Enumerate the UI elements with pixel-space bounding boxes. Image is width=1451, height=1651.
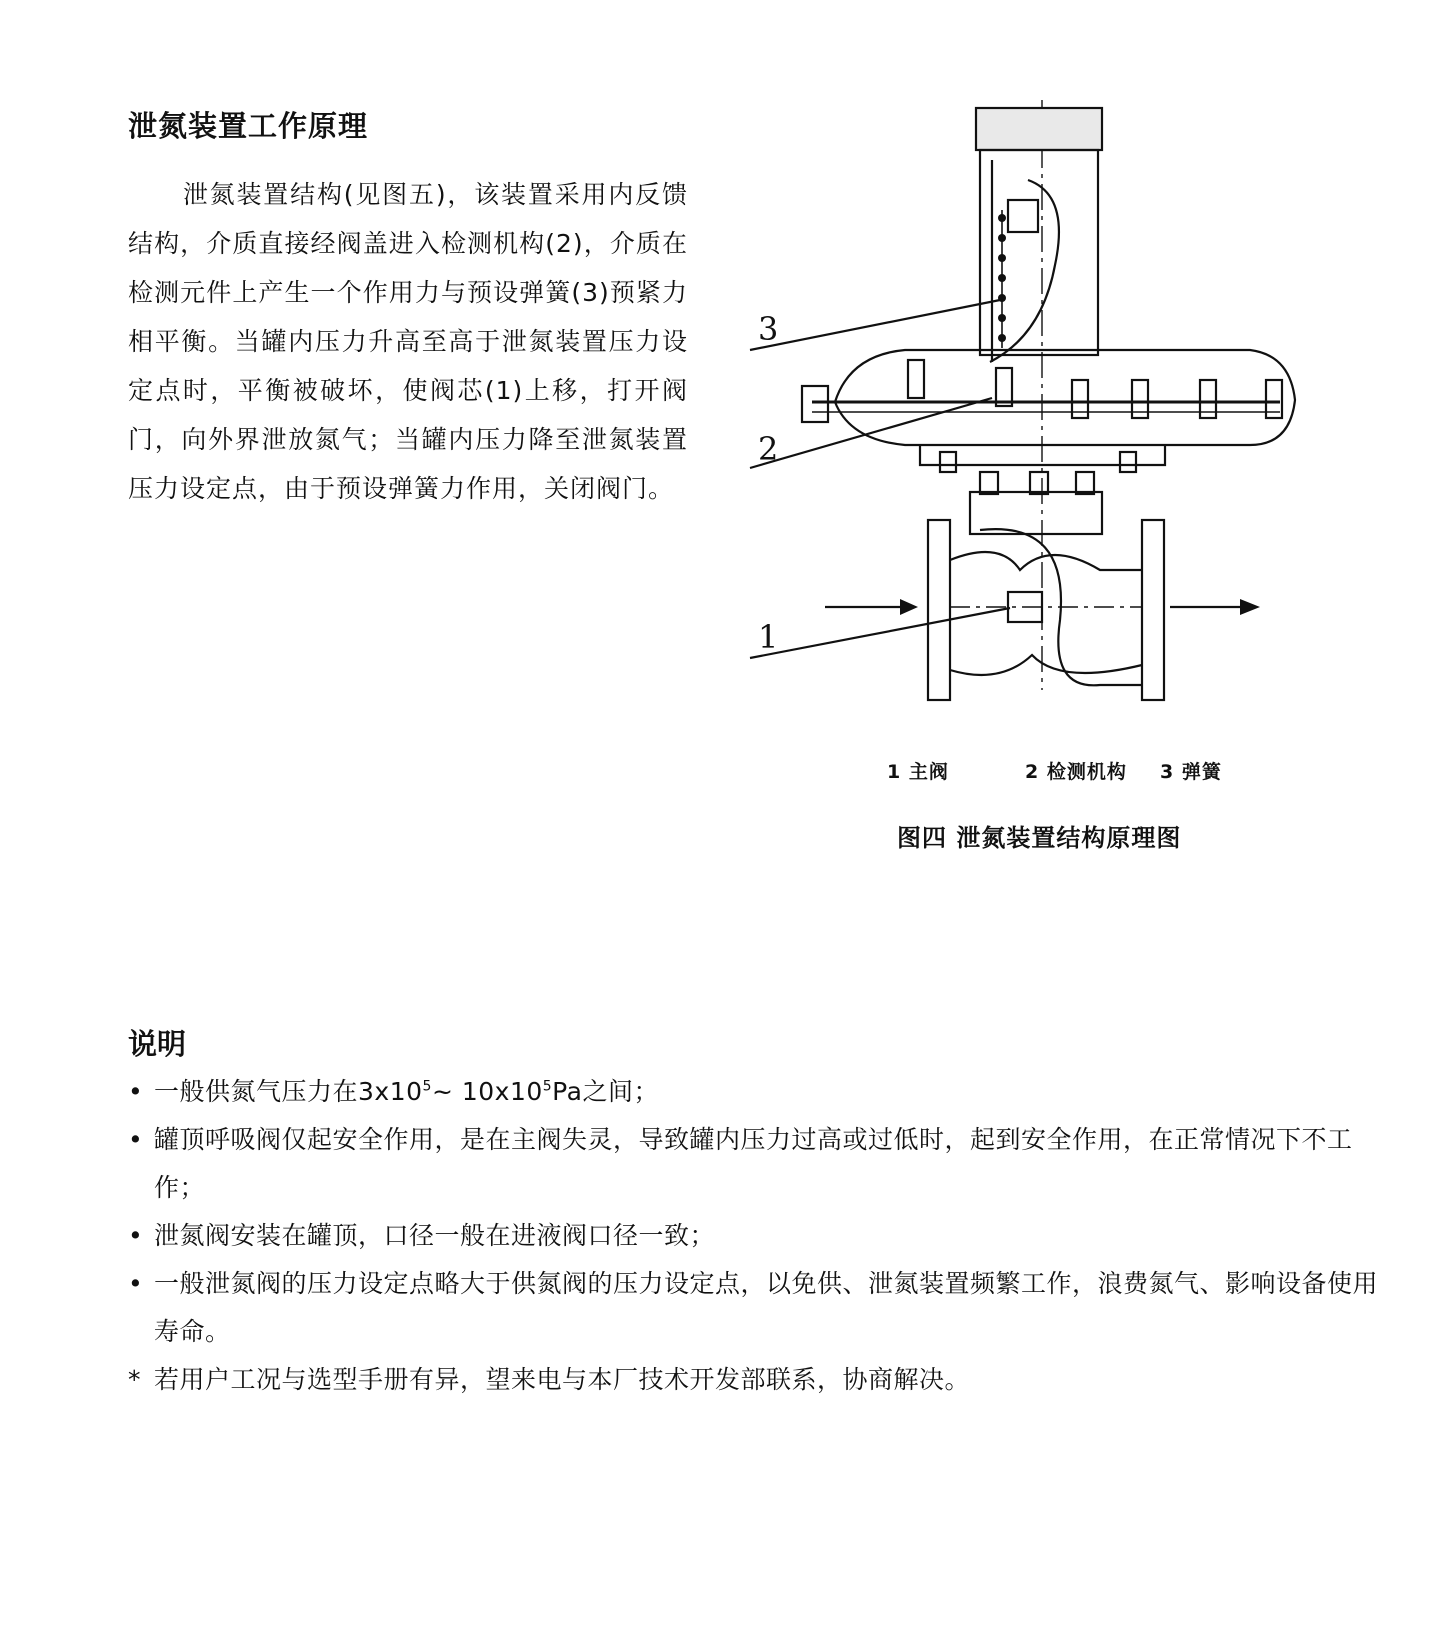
outlet-flange (1142, 520, 1164, 700)
outlet-arrow-icon (1240, 599, 1260, 615)
bullet: * (128, 1365, 141, 1394)
bonnet (970, 492, 1102, 534)
leader-3 (750, 300, 1000, 350)
section-title: 泄氮装置工作原理 (128, 109, 369, 143)
callout-3: 3 (758, 310, 779, 348)
side-fitting (802, 386, 828, 422)
spring-seat (1008, 200, 1038, 232)
note-item (128, 1356, 1378, 1404)
note-text: 一般泄氮阀的压力设定点略大于供氮阀的压力设定点，以免供、泄氮装置频繁工作，浪费氮气、影响设备使用寿命。 (154, 1269, 1379, 1346)
note-text: 泄氮阀安装在罐顶，口径一般在进液阀口径一致； (154, 1221, 716, 1250)
bullet: • (128, 1077, 144, 1106)
inlet-flange (928, 520, 950, 700)
note-item (128, 1260, 1378, 1356)
body-upper (950, 552, 1142, 570)
note-text: 若用户工况与选型手册有异，望来电与本厂技术开发部联系，协商解决。 (154, 1365, 971, 1394)
note-text: 罐顶呼吸阀仅起安全作用，是在主阀失灵，导致罐内压力过高或过低时，起到安全作用，在正常情况下不工作； (154, 1125, 1353, 1202)
bullet: • (128, 1269, 144, 1298)
bullet: • (128, 1125, 144, 1154)
note-item (128, 1116, 1378, 1212)
top-cap (976, 108, 1102, 150)
legend-main-valve: 1 主阀 (887, 761, 949, 783)
leader-1 (750, 608, 1010, 658)
inlet-arrow-icon (900, 599, 918, 615)
intro-text: 泄氮装置结构(见图五)，该装置采用内反馈结构，介质直接经阀盖进入检测机构(2)，介质在检测元件上产生一个作用力与预设弹簧(3)预紧力相平衡。当罐内压力升高至高于泄氮装置压力设定点时，平衡被破坏，使阀芯(1)上移，打开阀门，向外界泄放氮气；当罐内压力降至泄氮装置压力设定点，由于预设弹簧力作用，关闭阀门。 (128, 180, 688, 503)
note-item (128, 1212, 1378, 1260)
exponent: 5 (422, 1078, 432, 1095)
valve-structure-diagram (758, 100, 1350, 800)
callout-1: 1 (758, 618, 779, 656)
bullet: • (128, 1221, 144, 1250)
notes-list (128, 1068, 1378, 1404)
note-text-pre: 一般供氮气压力在3x10 (154, 1077, 423, 1106)
body-lower (950, 655, 1142, 675)
callout-2: 2 (758, 430, 779, 468)
diaphragm-case (835, 350, 1295, 445)
note-text-post: Pa之间； (552, 1077, 659, 1106)
lower-bolts (940, 452, 1136, 494)
legend-spring: 3 弹簧 (1160, 761, 1222, 783)
exponent: 5 (542, 1078, 553, 1095)
bolt-row (908, 360, 1282, 418)
note-item (128, 1068, 1378, 1116)
intro-paragraph (128, 170, 688, 513)
note-text-mid: ~ 10x10 (431, 1077, 543, 1106)
notes-title: 说明 (128, 1027, 187, 1061)
valve-drawing (758, 100, 1350, 800)
figure-caption: 图四 泄氮装置结构原理图 (897, 824, 1182, 852)
spring-housing (980, 150, 1098, 355)
legend-detection: 2 检测机构 (1025, 761, 1127, 783)
